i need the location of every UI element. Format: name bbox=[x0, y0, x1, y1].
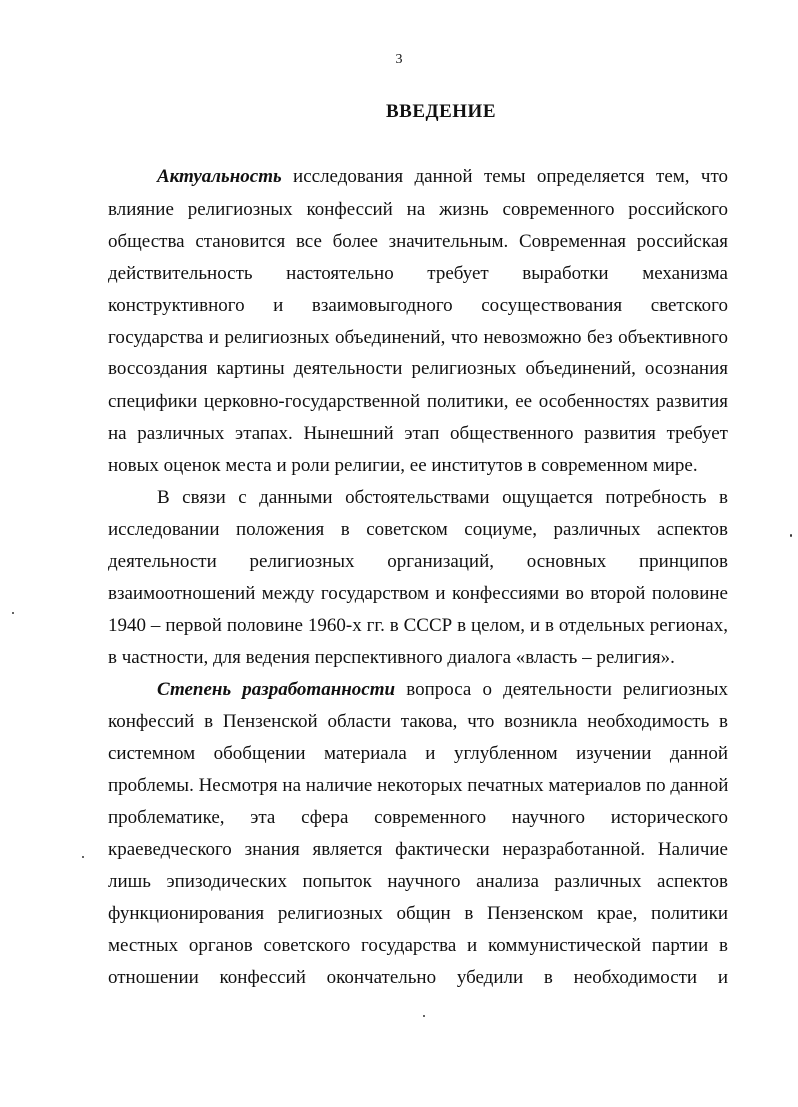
paragraph-line: взаимоотношений между государством и конфессиями во второй половине bbox=[108, 583, 728, 604]
scan-speck bbox=[790, 534, 792, 537]
paragraph-line: 1940 – первой половине 1960-х гг. в СССР в целом, и в отдельных регионах, bbox=[108, 615, 728, 636]
section-heading: ВВЕДЕНИЕ bbox=[386, 101, 496, 122]
paragraph-line: государства и религиозных объединений, что невозможно без объективного bbox=[108, 327, 728, 348]
paragraph-line: влияние религиозных конфессий на жизнь современного российского bbox=[108, 199, 728, 220]
paragraph-line: исследовании положения в советском социуме, различных аспектов bbox=[108, 519, 728, 540]
paragraph-line: общества становится все более значительным. Современная российская bbox=[108, 231, 728, 252]
paragraph-line: отношении конфессий окончательно убедили в необходимости и bbox=[108, 967, 728, 988]
page-number: 3 bbox=[395, 52, 403, 67]
paragraph-line: воссоздания картины деятельности религиозных объединений, осознания bbox=[108, 358, 728, 379]
paragraph-line: лишь эпизодических попыток научного анализа различных аспектов bbox=[108, 871, 728, 892]
paragraph-line: функционирования религиозных общин в Пензенском крае, политики bbox=[108, 903, 728, 924]
paragraph-line: на различных этапах. Нынешний этап общественного развития требует bbox=[108, 423, 728, 444]
paragraph-line: краеведческого знания является фактически неразработанной. Наличие bbox=[108, 839, 728, 860]
scan-speck bbox=[12, 612, 14, 614]
scan-speck bbox=[82, 856, 84, 858]
paragraph-line: Актуальность исследования данной темы определяется тем, что bbox=[157, 166, 728, 187]
paragraph-line: деятельности религиозных организаций, основных принципов bbox=[108, 551, 728, 572]
paragraph-line: в частности, для ведения перспективного диалога «власть – религия». bbox=[108, 647, 675, 668]
paragraph-line: конфессий в Пензенской области такова, что возникла необходимость в bbox=[108, 711, 728, 732]
paragraph-line: В связи с данными обстоятельствами ощущается потребность в bbox=[157, 487, 728, 508]
paragraph-line: новых оценок места и роли религии, ее институтов в современном мире. bbox=[108, 455, 698, 476]
paragraph-line: Степень разработанности вопроса о деятельности религиозных bbox=[157, 679, 728, 700]
key-term: Актуальность bbox=[157, 166, 282, 187]
paragraph-line: системном обобщении материала и углубленном изучении данной bbox=[108, 743, 728, 764]
paragraph-line: проблематике, эта сфера современного научного исторического bbox=[108, 807, 728, 828]
key-term: Степень разработанности bbox=[157, 679, 396, 700]
paragraph-line: специфики церковно-государственной политики, ее особенностях развития bbox=[108, 391, 728, 412]
scan-speck bbox=[423, 1015, 425, 1017]
paragraph-line: конструктивного и взаимовыгодного сосуществования светского bbox=[108, 295, 728, 316]
paragraph-line: местных органов советского государства и коммунистической партии в bbox=[108, 935, 728, 956]
paragraph-line: действительность настоятельно требует выработки механизма bbox=[108, 263, 728, 284]
paragraph-line: проблемы. Несмотря на наличие некоторых печатных материалов по данной bbox=[108, 775, 729, 796]
